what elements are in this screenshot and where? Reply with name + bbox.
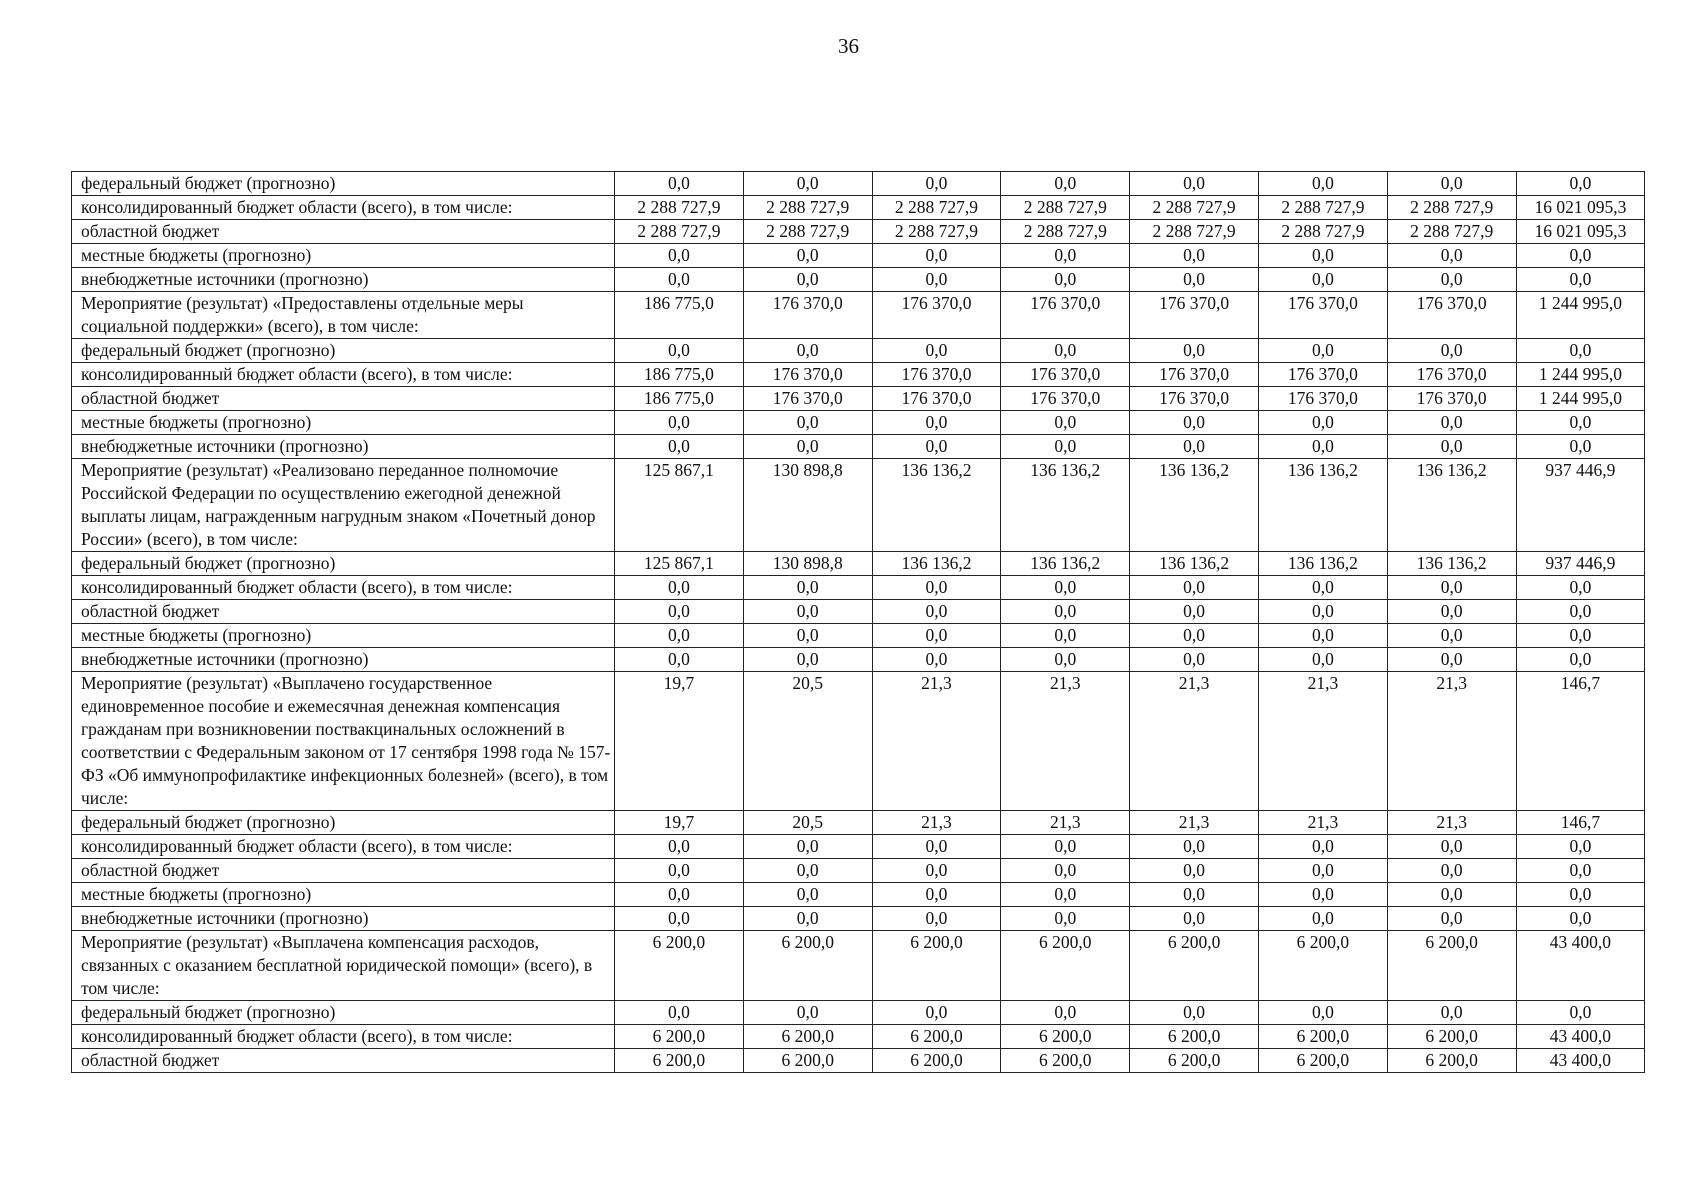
row-total-cell: 146,7: [1516, 811, 1645, 835]
row-value-cell: 21,3: [1001, 672, 1130, 811]
row-value-cell: 6 200,0: [1258, 1025, 1387, 1049]
table-row: [72, 268, 1645, 292]
row-value-cell: 0,0: [1130, 244, 1259, 268]
row-value-cell: 0,0: [1258, 907, 1387, 931]
row-value-cell: 2 288 727,9: [1130, 196, 1259, 220]
row-total-cell: 0,0: [1516, 435, 1645, 459]
row-total-cell: 0,0: [1516, 859, 1645, 883]
row-value-cell: 176 370,0: [1258, 363, 1387, 387]
row-value-cell: 0,0: [615, 883, 744, 907]
table-row: [72, 172, 1645, 196]
row-value-cell: 20,5: [743, 811, 872, 835]
row-value-cell: 0,0: [1130, 648, 1259, 672]
row-value-cell: 2 288 727,9: [743, 220, 872, 244]
row-value-cell: 21,3: [872, 811, 1001, 835]
table-row: [72, 1049, 1645, 1073]
row-value-cell: 176 370,0: [1258, 292, 1387, 339]
row-value-cell: 6 200,0: [1387, 931, 1516, 1001]
row-value-cell: 0,0: [743, 883, 872, 907]
table-row: [72, 552, 1645, 576]
row-value-cell: 186 775,0: [615, 292, 744, 339]
row-total-cell: 937 446,9: [1516, 459, 1645, 552]
row-value-cell: 21,3: [1130, 672, 1259, 811]
table-row: [72, 883, 1645, 907]
row-value-cell: 2 288 727,9: [1001, 220, 1130, 244]
row-total-cell: 0,0: [1516, 339, 1645, 363]
row-value-cell: 0,0: [872, 268, 1001, 292]
row-value-cell: 136 136,2: [1130, 459, 1259, 552]
row-label: федеральный бюджет (прогнозно): [72, 1001, 615, 1025]
table-row: [72, 835, 1645, 859]
table-row: [72, 600, 1645, 624]
row-value-cell: 0,0: [1258, 624, 1387, 648]
row-value-cell: 6 200,0: [872, 1049, 1001, 1073]
table-row: [72, 339, 1645, 363]
row-value-cell: 0,0: [615, 907, 744, 931]
row-total-cell: 0,0: [1516, 624, 1645, 648]
row-total-cell: 0,0: [1516, 268, 1645, 292]
row-total-cell: 0,0: [1516, 600, 1645, 624]
row-value-cell: 0,0: [872, 859, 1001, 883]
row-value-cell: 0,0: [743, 600, 872, 624]
row-value-cell: 0,0: [1387, 435, 1516, 459]
row-value-cell: 19,7: [615, 811, 744, 835]
row-value-cell: 130 898,8: [743, 459, 872, 552]
row-value-cell: 0,0: [1130, 576, 1259, 600]
row-label: местные бюджеты (прогнозно): [72, 883, 615, 907]
row-value-cell: 0,0: [872, 648, 1001, 672]
row-value-cell: 6 200,0: [1130, 931, 1259, 1001]
table-body: [72, 172, 1645, 1073]
row-value-cell: 0,0: [1387, 907, 1516, 931]
row-value-cell: 176 370,0: [1387, 387, 1516, 411]
row-value-cell: 6 200,0: [743, 1049, 872, 1073]
row-value-cell: 21,3: [872, 672, 1001, 811]
row-value-cell: 2 288 727,9: [1387, 196, 1516, 220]
row-value-cell: 0,0: [1387, 624, 1516, 648]
row-value-cell: 0,0: [1387, 244, 1516, 268]
row-value-cell: 0,0: [1387, 172, 1516, 196]
row-value-cell: 0,0: [1130, 907, 1259, 931]
row-value-cell: 21,3: [1258, 811, 1387, 835]
row-value-cell: 0,0: [1258, 883, 1387, 907]
row-value-cell: 2 288 727,9: [1387, 220, 1516, 244]
row-label: консолидированный бюджет области (всего), в том числе:: [72, 835, 615, 859]
row-value-cell: 176 370,0: [1130, 387, 1259, 411]
row-label: областной бюджет: [72, 859, 615, 883]
row-value-cell: 0,0: [1001, 411, 1130, 435]
row-value-cell: 0,0: [1130, 435, 1259, 459]
row-value-cell: 2 288 727,9: [872, 220, 1001, 244]
row-total-cell: 43 400,0: [1516, 1049, 1645, 1073]
row-value-cell: 125 867,1: [615, 552, 744, 576]
row-value-cell: 0,0: [1258, 435, 1387, 459]
row-value-cell: 136 136,2: [872, 459, 1001, 552]
table-row: [72, 459, 1645, 552]
row-value-cell: 6 200,0: [1258, 931, 1387, 1001]
row-value-cell: 0,0: [1387, 339, 1516, 363]
row-value-cell: 0,0: [615, 339, 744, 363]
row-value-cell: 176 370,0: [743, 387, 872, 411]
row-total-cell: 937 446,9: [1516, 552, 1645, 576]
table-row: [72, 907, 1645, 931]
row-value-cell: 0,0: [1258, 1001, 1387, 1025]
row-label: внебюджетные источники (прогнозно): [72, 648, 615, 672]
row-label: федеральный бюджет (прогнозно): [72, 552, 615, 576]
row-value-cell: 136 136,2: [1001, 552, 1130, 576]
table-row: [72, 387, 1645, 411]
row-value-cell: 136 136,2: [1001, 459, 1130, 552]
row-label: Мероприятие (результат) «Реализовано переданное полномочие Российской Федерации по осуществлению ежегодной денежной выплаты лицам, награжденным нагрудным знаком «Почетный донор России» (всего), в том числе:: [72, 459, 615, 552]
row-label: федеральный бюджет (прогнозно): [72, 811, 615, 835]
row-total-cell: 1 244 995,0: [1516, 363, 1645, 387]
row-value-cell: 136 136,2: [1387, 459, 1516, 552]
table-row: [72, 363, 1645, 387]
row-value-cell: 0,0: [872, 411, 1001, 435]
row-value-cell: 2 288 727,9: [1258, 220, 1387, 244]
row-value-cell: 0,0: [615, 600, 744, 624]
row-value-cell: 0,0: [1258, 648, 1387, 672]
row-value-cell: 0,0: [743, 576, 872, 600]
row-value-cell: 0,0: [615, 268, 744, 292]
row-value-cell: 0,0: [615, 1001, 744, 1025]
row-value-cell: 176 370,0: [1001, 387, 1130, 411]
row-value-cell: 0,0: [743, 435, 872, 459]
row-value-cell: 6 200,0: [743, 931, 872, 1001]
row-value-cell: 2 288 727,9: [1130, 220, 1259, 244]
row-value-cell: 0,0: [1258, 600, 1387, 624]
row-value-cell: 0,0: [743, 268, 872, 292]
row-value-cell: 136 136,2: [1258, 459, 1387, 552]
row-label: федеральный бюджет (прогнозно): [72, 339, 615, 363]
table-row: [72, 196, 1645, 220]
row-total-cell: 16 021 095,3: [1516, 220, 1645, 244]
row-value-cell: 0,0: [1130, 268, 1259, 292]
row-label: местные бюджеты (прогнозно): [72, 244, 615, 268]
row-value-cell: 0,0: [872, 907, 1001, 931]
row-value-cell: 0,0: [1001, 624, 1130, 648]
row-total-cell: 0,0: [1516, 883, 1645, 907]
row-value-cell: 0,0: [1001, 907, 1130, 931]
row-total-cell: 1 244 995,0: [1516, 292, 1645, 339]
row-value-cell: 2 288 727,9: [743, 196, 872, 220]
row-value-cell: 0,0: [615, 835, 744, 859]
row-value-cell: 0,0: [1130, 1001, 1259, 1025]
row-value-cell: 186 775,0: [615, 387, 744, 411]
row-value-cell: 176 370,0: [1387, 292, 1516, 339]
row-value-cell: 125 867,1: [615, 459, 744, 552]
row-value-cell: 176 370,0: [1258, 387, 1387, 411]
row-value-cell: 0,0: [1387, 859, 1516, 883]
row-value-cell: 0,0: [615, 411, 744, 435]
table-row: [72, 220, 1645, 244]
row-value-cell: 176 370,0: [872, 363, 1001, 387]
row-value-cell: 176 370,0: [743, 292, 872, 339]
row-value-cell: 136 136,2: [1258, 552, 1387, 576]
row-value-cell: 0,0: [1130, 411, 1259, 435]
row-label: Мероприятие (результат) «Выплачено государственное единовременное пособие и ежемесячная денежная компенсация гражданам при возникновении поствакцинальных осложнений в соответствии с Федеральным законом от 17 сентября 1998 года № 157-ФЗ «Об иммунопрофилактике инфекционных болезней» (всего), в том числе:: [72, 672, 615, 811]
row-value-cell: 0,0: [872, 835, 1001, 859]
row-value-cell: 0,0: [1387, 411, 1516, 435]
row-value-cell: 0,0: [1258, 172, 1387, 196]
row-label: консолидированный бюджет области (всего), в том числе:: [72, 363, 615, 387]
row-value-cell: 2 288 727,9: [872, 196, 1001, 220]
row-value-cell: 0,0: [1258, 576, 1387, 600]
row-value-cell: 0,0: [1387, 1001, 1516, 1025]
table-row: [72, 576, 1645, 600]
row-value-cell: 6 200,0: [1130, 1049, 1259, 1073]
row-value-cell: 0,0: [743, 339, 872, 363]
table-row: [72, 1025, 1645, 1049]
row-value-cell: 0,0: [743, 172, 872, 196]
row-value-cell: 176 370,0: [872, 387, 1001, 411]
row-total-cell: 0,0: [1516, 907, 1645, 931]
row-value-cell: 0,0: [872, 172, 1001, 196]
row-value-cell: 0,0: [1130, 600, 1259, 624]
row-value-cell: 0,0: [872, 1001, 1001, 1025]
table-row: [72, 672, 1645, 811]
row-total-cell: 1 244 995,0: [1516, 387, 1645, 411]
row-value-cell: 0,0: [615, 172, 744, 196]
table-row: [72, 411, 1645, 435]
row-total-cell: 0,0: [1516, 648, 1645, 672]
row-value-cell: 0,0: [743, 907, 872, 931]
row-value-cell: 6 200,0: [1001, 1025, 1130, 1049]
table-row: [72, 811, 1645, 835]
row-label: федеральный бюджет (прогнозно): [72, 172, 615, 196]
row-value-cell: 0,0: [1387, 648, 1516, 672]
row-label: консолидированный бюджет области (всего), в том числе:: [72, 196, 615, 220]
row-value-cell: 0,0: [615, 244, 744, 268]
row-value-cell: 6 200,0: [1130, 1025, 1259, 1049]
row-value-cell: 0,0: [1258, 244, 1387, 268]
row-total-cell: 0,0: [1516, 835, 1645, 859]
row-total-cell: 43 400,0: [1516, 1025, 1645, 1049]
row-value-cell: 6 200,0: [1001, 931, 1130, 1001]
row-value-cell: 6 200,0: [743, 1025, 872, 1049]
row-value-cell: 0,0: [615, 624, 744, 648]
row-value-cell: 21,3: [1001, 811, 1130, 835]
row-value-cell: 186 775,0: [615, 363, 744, 387]
row-value-cell: 21,3: [1387, 672, 1516, 811]
row-value-cell: 0,0: [1258, 268, 1387, 292]
row-value-cell: 0,0: [743, 648, 872, 672]
row-value-cell: 21,3: [1130, 811, 1259, 835]
row-value-cell: 0,0: [1001, 648, 1130, 672]
row-value-cell: 176 370,0: [872, 292, 1001, 339]
row-value-cell: 0,0: [1258, 859, 1387, 883]
row-label: областной бюджет: [72, 1049, 615, 1073]
row-label: областной бюджет: [72, 220, 615, 244]
row-value-cell: 0,0: [615, 435, 744, 459]
row-value-cell: 0,0: [743, 1001, 872, 1025]
row-label: Мероприятие (результат) «Предоставлены отдельные меры социальной поддержки» (всего), в том числе:: [72, 292, 615, 339]
row-label: консолидированный бюджет области (всего), в том числе:: [72, 576, 615, 600]
row-value-cell: 0,0: [872, 624, 1001, 648]
row-value-cell: 0,0: [1001, 268, 1130, 292]
row-value-cell: 176 370,0: [1130, 363, 1259, 387]
row-value-cell: 0,0: [872, 244, 1001, 268]
row-value-cell: 19,7: [615, 672, 744, 811]
row-label: местные бюджеты (прогнозно): [72, 411, 615, 435]
row-label: областной бюджет: [72, 600, 615, 624]
row-value-cell: 176 370,0: [1001, 292, 1130, 339]
row-value-cell: 6 200,0: [872, 1025, 1001, 1049]
row-value-cell: 0,0: [872, 339, 1001, 363]
row-total-cell: 0,0: [1516, 244, 1645, 268]
row-value-cell: 6 200,0: [615, 1025, 744, 1049]
row-value-cell: 0,0: [872, 883, 1001, 907]
table-row: [72, 859, 1645, 883]
row-value-cell: 6 200,0: [872, 931, 1001, 1001]
row-total-cell: 0,0: [1516, 1001, 1645, 1025]
row-value-cell: 6 200,0: [615, 931, 744, 1001]
row-value-cell: 0,0: [615, 576, 744, 600]
row-value-cell: 0,0: [1001, 576, 1130, 600]
row-label: Мероприятие (результат) «Выплачена компенсация расходов, связанных с оказанием бесплатной юридической помощи» (всего), в том числе:: [72, 931, 615, 1001]
row-value-cell: 0,0: [1001, 1001, 1130, 1025]
row-total-cell: 43 400,0: [1516, 931, 1645, 1001]
page-number: 36: [838, 34, 859, 58]
row-total-cell: 146,7: [1516, 672, 1645, 811]
table-row: [72, 931, 1645, 1001]
row-label: внебюджетные источники (прогнозно): [72, 435, 615, 459]
row-value-cell: 0,0: [1387, 576, 1516, 600]
row-value-cell: 21,3: [1258, 672, 1387, 811]
row-value-cell: 0,0: [1001, 883, 1130, 907]
table-row: [72, 292, 1645, 339]
row-value-cell: 0,0: [1001, 339, 1130, 363]
row-value-cell: 0,0: [615, 859, 744, 883]
row-total-cell: 0,0: [1516, 411, 1645, 435]
row-value-cell: 0,0: [872, 576, 1001, 600]
row-label: консолидированный бюджет области (всего), в том числе:: [72, 1025, 615, 1049]
row-value-cell: 0,0: [743, 859, 872, 883]
row-value-cell: 0,0: [1001, 172, 1130, 196]
row-value-cell: 136 136,2: [1130, 552, 1259, 576]
row-value-cell: 0,0: [1001, 600, 1130, 624]
row-value-cell: 2 288 727,9: [615, 220, 744, 244]
row-value-cell: 0,0: [1130, 172, 1259, 196]
row-value-cell: 2 288 727,9: [1258, 196, 1387, 220]
table-row: [72, 648, 1645, 672]
table-row: [72, 1001, 1645, 1025]
row-value-cell: 6 200,0: [1001, 1049, 1130, 1073]
row-value-cell: 136 136,2: [1387, 552, 1516, 576]
row-total-cell: 16 021 095,3: [1516, 196, 1645, 220]
row-value-cell: 0,0: [1130, 859, 1259, 883]
row-label: внебюджетные источники (прогнозно): [72, 268, 615, 292]
row-label: областной бюджет: [72, 387, 615, 411]
row-value-cell: 0,0: [1258, 339, 1387, 363]
row-value-cell: 0,0: [743, 835, 872, 859]
row-value-cell: 176 370,0: [1001, 363, 1130, 387]
row-value-cell: 0,0: [872, 435, 1001, 459]
row-value-cell: 0,0: [1130, 339, 1259, 363]
row-total-cell: 0,0: [1516, 576, 1645, 600]
row-value-cell: 176 370,0: [1130, 292, 1259, 339]
row-value-cell: 0,0: [743, 411, 872, 435]
row-value-cell: 176 370,0: [1387, 363, 1516, 387]
row-value-cell: 0,0: [1387, 268, 1516, 292]
row-value-cell: 0,0: [1387, 835, 1516, 859]
row-label: внебюджетные источники (прогнозно): [72, 907, 615, 931]
row-value-cell: 0,0: [1130, 624, 1259, 648]
row-value-cell: 0,0: [1387, 883, 1516, 907]
row-value-cell: 0,0: [743, 624, 872, 648]
row-value-cell: 0,0: [1001, 435, 1130, 459]
row-value-cell: 0,0: [1258, 411, 1387, 435]
row-value-cell: 20,5: [743, 672, 872, 811]
row-value-cell: 6 200,0: [1258, 1049, 1387, 1073]
row-value-cell: 136 136,2: [872, 552, 1001, 576]
row-value-cell: 21,3: [1387, 811, 1516, 835]
row-value-cell: 0,0: [743, 244, 872, 268]
row-value-cell: 0,0: [1130, 835, 1259, 859]
row-value-cell: 6 200,0: [1387, 1049, 1516, 1073]
row-value-cell: 0,0: [1130, 883, 1259, 907]
row-value-cell: 2 288 727,9: [615, 196, 744, 220]
row-value-cell: 0,0: [1001, 859, 1130, 883]
table-row: [72, 624, 1645, 648]
row-value-cell: 130 898,8: [743, 552, 872, 576]
row-value-cell: 6 200,0: [1387, 1025, 1516, 1049]
row-value-cell: 176 370,0: [743, 363, 872, 387]
row-value-cell: 0,0: [1258, 835, 1387, 859]
row-value-cell: 6 200,0: [615, 1049, 744, 1073]
table-row: [72, 435, 1645, 459]
row-value-cell: 0,0: [615, 648, 744, 672]
row-value-cell: 0,0: [1387, 600, 1516, 624]
row-value-cell: 0,0: [1001, 244, 1130, 268]
row-value-cell: 2 288 727,9: [1001, 196, 1130, 220]
table-row: [72, 244, 1645, 268]
budget-table: [71, 171, 1645, 1073]
row-total-cell: 0,0: [1516, 172, 1645, 196]
row-value-cell: 0,0: [872, 600, 1001, 624]
row-label: местные бюджеты (прогнозно): [72, 624, 615, 648]
row-value-cell: 0,0: [1001, 835, 1130, 859]
